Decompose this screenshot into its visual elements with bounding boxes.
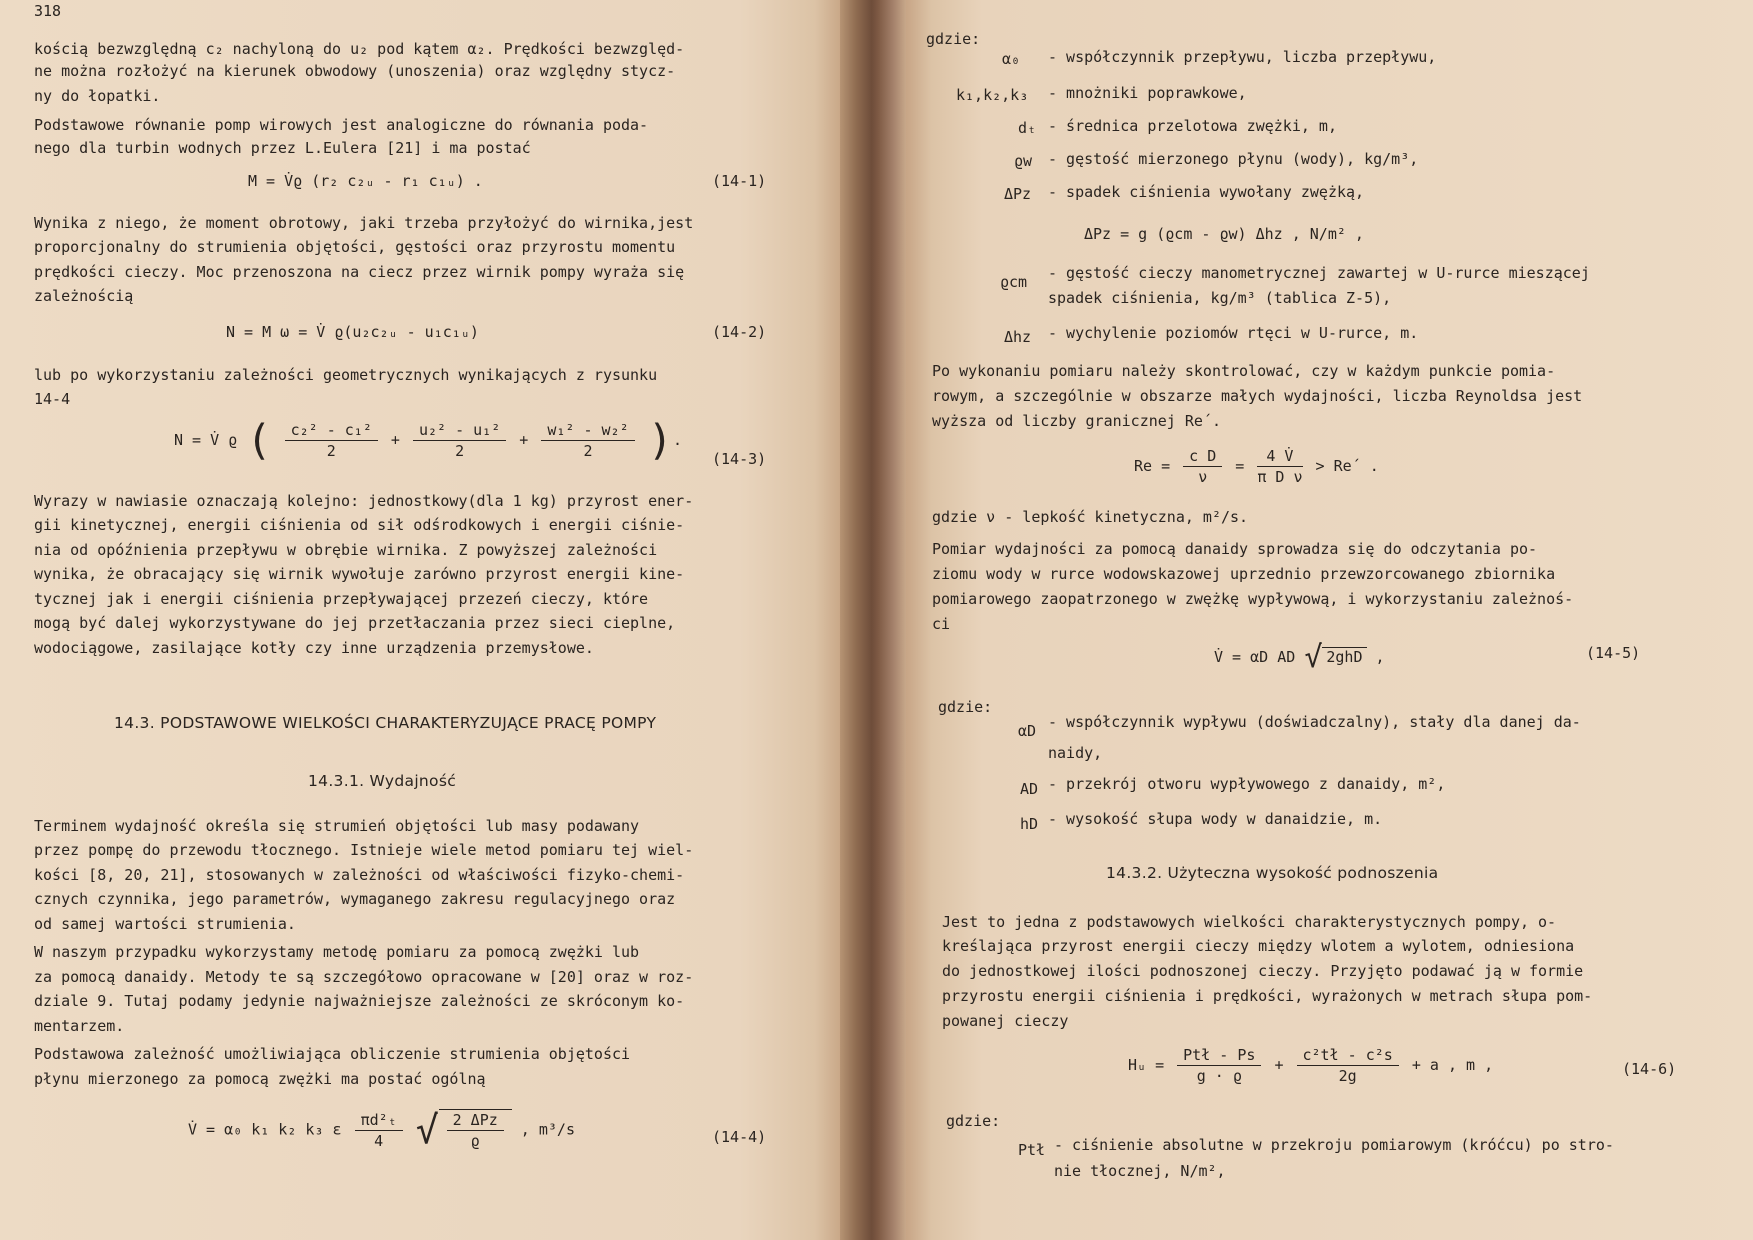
equation-dp: ΔPz = g (ϱcm - ϱw) Δhz , N/m² , <box>1084 225 1364 243</box>
text-line: Podstawowa zależność umożliwiająca obliczenie strumienia objętości <box>34 1045 631 1063</box>
gdzie-label: gdzie: <box>926 30 981 48</box>
text-line: Podstawowe równanie pomp wirowych jest analogiczne do równania poda- <box>34 116 649 134</box>
text-line: rowym, a szczególnie w obszarze małych wydajności, liczba Reynoldsa jest <box>932 387 1583 405</box>
numerator: c D <box>1183 446 1222 467</box>
text-line: lub po wykorzystaniu zależności geometrycznych wynikających z rysunku <box>34 366 658 384</box>
paren-close: ) <box>647 415 673 465</box>
text-line: do jednostkowej ilości podnoszonej cieczy. Przyjęto podawać ją w formie <box>942 962 1584 980</box>
text-line: od samej wartości strumienia. <box>34 915 296 933</box>
eq-prefix: N = V̇ ϱ <box>174 431 238 449</box>
text-line: wodociągowe, zasilające kotły czy inne urządzenia przemysłowe. <box>34 639 594 657</box>
square-root: √ $\frac{\text{2 ΔPz}}{ϱ}$ <box>416 1108 512 1152</box>
denominator: g · ϱ <box>1196 1067 1242 1085</box>
paren-open: ( <box>246 415 272 465</box>
text-line: ci <box>932 615 951 633</box>
eq-tail: , <box>1375 648 1385 666</box>
text-line: gdzie ν - lepkość kinetyczna, m²/s. <box>932 508 1249 526</box>
eq-prefix: V̇ = α₀ k₁ k₂ k₃ ε <box>188 1120 342 1139</box>
eq-tail: > Re´ . <box>1315 457 1379 475</box>
text-line: wynika, że obracający się wirnik wywołuje zarówno przyrost energii kine- <box>34 565 685 583</box>
def-text: - współczynnik przepływu, liczba przepływu, <box>1048 48 1437 66</box>
denominator: ν <box>1198 468 1208 486</box>
text-line: nia od opóźnienia przepływu w obrębie wirnika. Z powyższej zależności <box>34 541 658 559</box>
subsection-heading: 14.3.2. Użyteczna wysokość podnoszenia <box>1106 864 1439 882</box>
def-text: - gęstość cieczy manometrycznej zawartej w U-rurce mieszącej <box>1048 264 1590 282</box>
text-line: prędkości cieczy. Moc przenoszona na ciecz przez wirnik pompy wyraża się <box>34 263 685 281</box>
def-text: - wychylenie poziomów rtęci w U-rurce, m. <box>1048 324 1419 342</box>
numerator: Ptł - Ps <box>1177 1045 1261 1066</box>
text-line: ne można rozłożyć na kierunek obwodowy (unoszenia) oraz względny stycz- <box>34 62 676 80</box>
gdzie-label: gdzie: <box>938 698 993 716</box>
def-text: - wysokość słupa wody w danaidzie, m. <box>1048 810 1383 828</box>
text-line: za pomocą danaidy. Metody te są szczegółowo opracowane w [20] oraz w roz- <box>34 968 694 986</box>
square-root: √ 2ghD <box>1304 640 1366 675</box>
def-symbol: AD <box>1020 780 1039 798</box>
text-line: płynu mierzonego za pomocą zwężki ma postać ogólną <box>34 1070 486 1088</box>
def-symbol: Ptł <box>1018 1141 1046 1159</box>
text-line: przyrostu energii ciśnienia i prędkości, wyrażonych w metrach słupa pom- <box>942 987 1593 1005</box>
equation-14-1: M = V̇ϱ (r₂ c₂ᵤ - r₁ c₁ᵤ) . <box>248 172 483 190</box>
denominator: ϱ <box>470 1131 480 1150</box>
text-line: kością bezwzględną c₂ nachyloną do u₂ pod kątem α₂. Prędkości bezwzględ- <box>34 40 685 58</box>
gdzie-label: gdzie: <box>946 1112 1001 1130</box>
text-line: Jest to jedna z podstawowych wielkości charakterystycznych pompy, o- <box>942 913 1557 931</box>
eq-tail: + a , m , <box>1411 1056 1494 1074</box>
text-line: zależnością <box>34 287 134 305</box>
fraction <box>1257 446 1302 487</box>
text-line: tycznej jak i energii ciśnienia przepływającej przezeń cieczy, które <box>34 590 649 608</box>
text-line: ziomu wody w rurce wodowskazowej uprzednio przewzorcowanego zbiornika <box>932 565 1556 583</box>
def-symbol: k₁,k₂,k₃ <box>956 86 1029 104</box>
denominator: 2 <box>455 442 465 460</box>
equation-number: (14-6) <box>1622 1060 1677 1078</box>
fraction <box>541 420 634 461</box>
def-symbol: ΔPz <box>1004 185 1032 203</box>
def-symbol: dₜ <box>1018 119 1037 137</box>
text-line: W naszym przypadku wykorzystamy metodę pomiaru za pomocą zwężki lub <box>34 943 640 961</box>
equation-number: (14-1) <box>712 172 767 190</box>
text-line: mentarzem. <box>34 1017 125 1035</box>
text-line: Wyrazy w nawiasie oznaczają kolejno: jednostkowy(dla 1 kg) przyrost ener- <box>34 492 694 510</box>
fraction <box>413 420 506 461</box>
plus-sign: + <box>390 431 400 449</box>
def-symbol: hD <box>1020 815 1039 833</box>
text-line: wyższa od liczby granicznej Re´. <box>932 412 1221 430</box>
fraction <box>1297 1045 1399 1086</box>
right-page <box>906 0 1753 1240</box>
text-line: dziale 9. Tutaj podamy jedynie najważniejsze zależności ze skróconym ko- <box>34 992 685 1010</box>
fraction <box>355 1110 403 1151</box>
equation-reynolds <box>1134 446 1379 487</box>
def-text: - gęstość mierzonego płynu (wody), kg/m³, <box>1048 150 1419 168</box>
equation-number: (14-3) <box>712 450 767 468</box>
plus-sign: + <box>519 431 529 449</box>
text-line: Wynika z niego, że moment obrotowy, jaki trzeba przyłożyć do wirnika,jest <box>34 214 694 232</box>
numerator: w₁² - w₂² <box>541 420 634 441</box>
equals-sign: = <box>1235 457 1245 475</box>
eq-prefix: Hᵤ = <box>1128 1056 1165 1074</box>
text-line: kości [8, 20, 21], stosowanych w zależności od właściwości fizyko-chemi- <box>34 866 685 884</box>
numerator: 2 ΔPz <box>447 1110 504 1131</box>
page-number: 318 <box>34 2 62 20</box>
radicand: 2ghD <box>1322 647 1366 666</box>
text-line: przez pompę do przewodu tłocznego. Istnieje wiele metod pomiaru tej wiel- <box>34 841 694 859</box>
numerator: c²tł - c²s <box>1297 1045 1399 1066</box>
subsection-heading: 14.3.1. Wydajność <box>308 772 457 790</box>
def-symbol: ϱw <box>1014 152 1033 170</box>
def-text: - mnożniki poprawkowe, <box>1048 84 1247 102</box>
equation-number: (14-5) <box>1586 644 1641 662</box>
def-text: nie tłocznej, N/m², <box>1054 1162 1226 1180</box>
equation-14-4 <box>188 1108 575 1152</box>
text-line: kreślająca przyrost energii cieczy między wlotem a wylotem, odniesiona <box>942 937 1575 955</box>
denominator: 4 <box>374 1131 384 1150</box>
text-line: mogą być dalej wykorzystywane do jej przetłaczania przez sieci cieplne, <box>34 614 676 632</box>
numerator: 4 V̇ <box>1257 446 1302 467</box>
equation-14-6: Hᵤ = $\frac{\text{Ptł - Ps}}{g \cdot ϱ}$ + $\frac{\text{c²tł - c²s}}{2g}$ + a , m , <box>1128 1046 1494 1085</box>
def-symbol: Δhz <box>1004 328 1032 346</box>
denominator: 2 <box>326 442 336 460</box>
text-line: nego dla turbin wodnych przez L.Eulera [21] i ma postać <box>34 139 531 157</box>
def-symbol: αD <box>1018 722 1037 740</box>
equation-number: (14-2) <box>712 323 767 341</box>
text-line: ny do łopatki. <box>34 87 161 105</box>
text-line: 14-4 <box>34 390 71 408</box>
denominator: 2 <box>583 442 593 460</box>
fraction <box>1177 1045 1261 1086</box>
eq-prefix: Re = <box>1134 457 1171 475</box>
def-text: - średnica przelotowa zwężki, m, <box>1048 117 1337 135</box>
denominator: π D ν <box>1257 468 1303 486</box>
def-text: - ciśnienie absolutne w przekroju pomiarowym (króćcu) po stro- <box>1054 1136 1614 1154</box>
text-line: gii kinetycznej, energii ciśnienia od sił odśrodkowych i energii ciśnie- <box>34 516 685 534</box>
fraction <box>447 1110 504 1151</box>
def-text: - przekrój otworu wypływowego z danaidy, m², <box>1048 775 1446 793</box>
def-text: - współczynnik wypływu (doświadczalny), stały dla danej da- <box>1048 713 1581 731</box>
numerator: c₂² - c₁² <box>285 420 378 441</box>
denominator: 2g <box>1338 1067 1357 1085</box>
text-line: cznych czynnika, jego parametrów, wymaganego zakresu regulacyjnego oraz <box>34 890 676 908</box>
book-gutter <box>840 0 906 1240</box>
def-text: spadek ciśnienia, kg/m³ (tablica Z-5), <box>1048 289 1392 307</box>
equation-14-5 <box>1214 640 1385 675</box>
fraction <box>285 420 378 461</box>
numerator: u₂² - u₁² <box>413 420 506 441</box>
text-line: Pomiar wydajności za pomocą danaidy sprowadza się do odczytania po- <box>932 540 1538 558</box>
equation-14-3: N = V̇ ϱ ( $\frac{\text{c₂² - c₁²}}{2}$ + $\frac{\text{u₂² - u₁²}}{2}$ + $\frac{\text{w₁² - w₂²}}{2}$ ). <box>174 415 682 465</box>
eq-prefix: V̇ = αD AD <box>1214 648 1296 666</box>
numerator: πd²ₜ <box>355 1110 403 1131</box>
def-symbol: ϱcm <box>1000 273 1028 291</box>
left-page <box>0 0 840 1240</box>
equation-14-2: N = M ω = V̇ ϱ(u₂c₂ᵤ - u₁c₁ᵤ) <box>226 323 479 341</box>
text-line: pomiarowego zaopatrzonego w zwężkę wypływową, i wykorzystaniu zależnoś- <box>932 590 1574 608</box>
def-symbol: α₀ <box>1002 50 1021 68</box>
text-line: Terminem wydajność określa się strumień objętości lub masy podawany <box>34 817 640 835</box>
section-heading: 14.3. PODSTAWOWE WIELKOŚCI CHARAKTERYZUJĄCE PRACĘ POMPY <box>114 714 657 732</box>
unit: , m³/s <box>520 1120 575 1139</box>
def-text: naidy, <box>1048 744 1103 762</box>
def-text: - spadek ciśnienia wywołany zwężką, <box>1048 183 1365 201</box>
text-line: powanej cieczy <box>942 1012 1069 1030</box>
text-line: proporcjonalny do strumienia objętości, gęstości oraz przyrostu momentu <box>34 238 676 256</box>
text-line: Po wykonaniu pomiaru należy skontrolować, czy w każdym punkcie pomia- <box>932 362 1556 380</box>
equation-number: (14-4) <box>712 1128 767 1146</box>
fraction <box>1183 446 1222 487</box>
